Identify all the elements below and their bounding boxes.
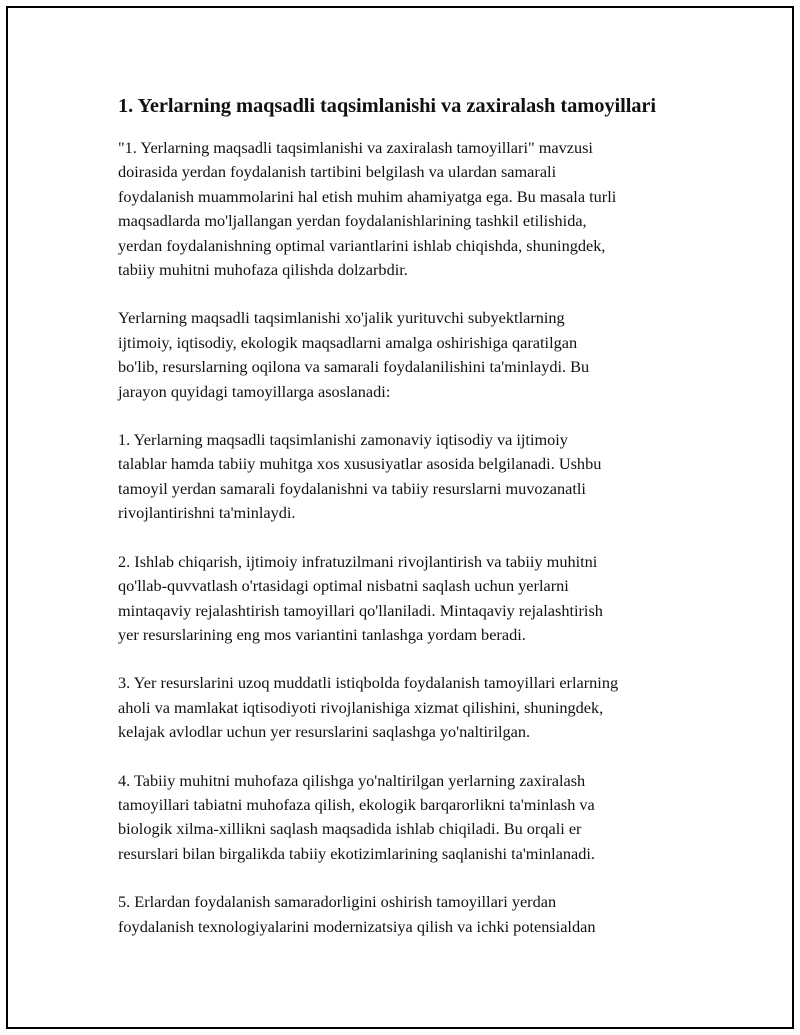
text-line: foydalanish texnologiyalarini modernizatsiya qilish va ichki potensialdan — [118, 916, 596, 936]
document-body — [118, 92, 688, 963]
text-line: biologik xilma-xillikni saqlash maqsadida ishlab chiqiladi. Bu orqali er — [118, 819, 582, 839]
document-title: 1. Yerlarning maqsadli taqsimlanishi va zaxiralash tamoyillari — [118, 95, 657, 117]
text-line: 4. Tabiiy muhitni muhofaza qilishga yo'naltirilgan yerlarning zaxiralash — [118, 770, 586, 790]
paragraph-principle-5 — [118, 890, 688, 939]
paragraph-principle-4 — [118, 769, 688, 867]
text-line: 1. Yerlarning maqsadli taqsimlanishi zamonaviy iqtisodiy va ijtimoiy — [118, 430, 568, 450]
paragraph-principles-intro — [118, 306, 688, 404]
text-line: 5. Erlardan foydalanish samaradorligini oshirish tamoyillari yerdan — [118, 892, 557, 912]
paragraph-principle-1 — [118, 428, 688, 526]
text-line: aholi va mamlakat iqtisodiyoti rivojlanishiga xizmat qilishini, shuningdek, — [118, 697, 604, 717]
text-line: tabiiy muhitni muhofaza qilishda dolzarbdir. — [118, 260, 408, 280]
text-line: qo'llab-quvvatlash o'rtasidagi optimal nisbatni saqlash uchun yerlarni — [118, 576, 569, 596]
text-line: jarayon quyidagi tamoyillarga asoslanadi: — [118, 381, 391, 401]
text-line: mintaqaviy rejalashtirish tamoyillari qo'llaniladi. Mintaqaviy rejalashtirish — [118, 600, 603, 620]
text-line: talablar hamda tabiiy muhitga xos xususiyatlar asosida belgilanadi. Ushbu — [118, 454, 602, 474]
text-line: resurslari bilan birgalikda tabiiy ekotizimlarining saqlanishi ta'minlanadi. — [118, 843, 595, 863]
text-line: 3. Yer resurslarini uzoq muddatli istiqbolda foydalanish tamoyillari erlarning — [118, 673, 619, 693]
paragraph-principle-2 — [118, 550, 688, 648]
text-line: 2. Ishlab chiqarish, ijtimoiy infratuzilmani rivojlantirish va tabiiy muhitni — [118, 551, 598, 571]
text-line: tamoyillari tabiatni muhofaza qilish, ekologik barqarorlikni ta'minlash va — [118, 794, 595, 814]
text-line: rivojlantirishni ta'minlaydi. — [118, 503, 296, 523]
paragraph-principle-3 — [118, 671, 688, 744]
text-line: "1. Yerlarning maqsadli taqsimlanishi va zaxiralash tamoyillari" mavzusi — [118, 138, 593, 157]
text-line: foydalanish muammolarini hal etish muhim ahamiyatga ega. Bu masala turli — [118, 186, 617, 206]
text-line: ijtimoiy, iqtisodiy, ekologik maqsadlarni amalga oshirishiga qaratilgan — [118, 332, 578, 352]
text-line: kelajak avlodlar uchun yer resurslarini saqlashga yo'naltirilgan. — [118, 722, 531, 742]
text-line: doirasida yerdan foydalanish tartibini belgilash va ulardan samarali — [118, 162, 557, 182]
text-line: yerdan foydalanishning optimal variantlarini ishlab chiqishda, shuningdek, — [118, 235, 606, 255]
text-line: tamoyil yerdan samarali foydalanishni va tabiiy resurslarni muvozanatli — [118, 478, 586, 498]
text-line: yer resurslarining eng mos variantini tanlashga yordam beradi. — [118, 624, 526, 644]
text-line: bo'lib, resurslarning oqilona va samarali foydalanilishini ta'minlaydi. Bu — [118, 357, 590, 377]
paragraph-intro — [118, 136, 688, 282]
text-line: Yerlarning maqsadli taqsimlanishi xo'jalik yurituvchi subyektlarning — [118, 308, 565, 328]
text-line: maqsadlarda mo'ljallangan yerdan foydalanishlarining tashkil etilishida, — [118, 211, 587, 231]
